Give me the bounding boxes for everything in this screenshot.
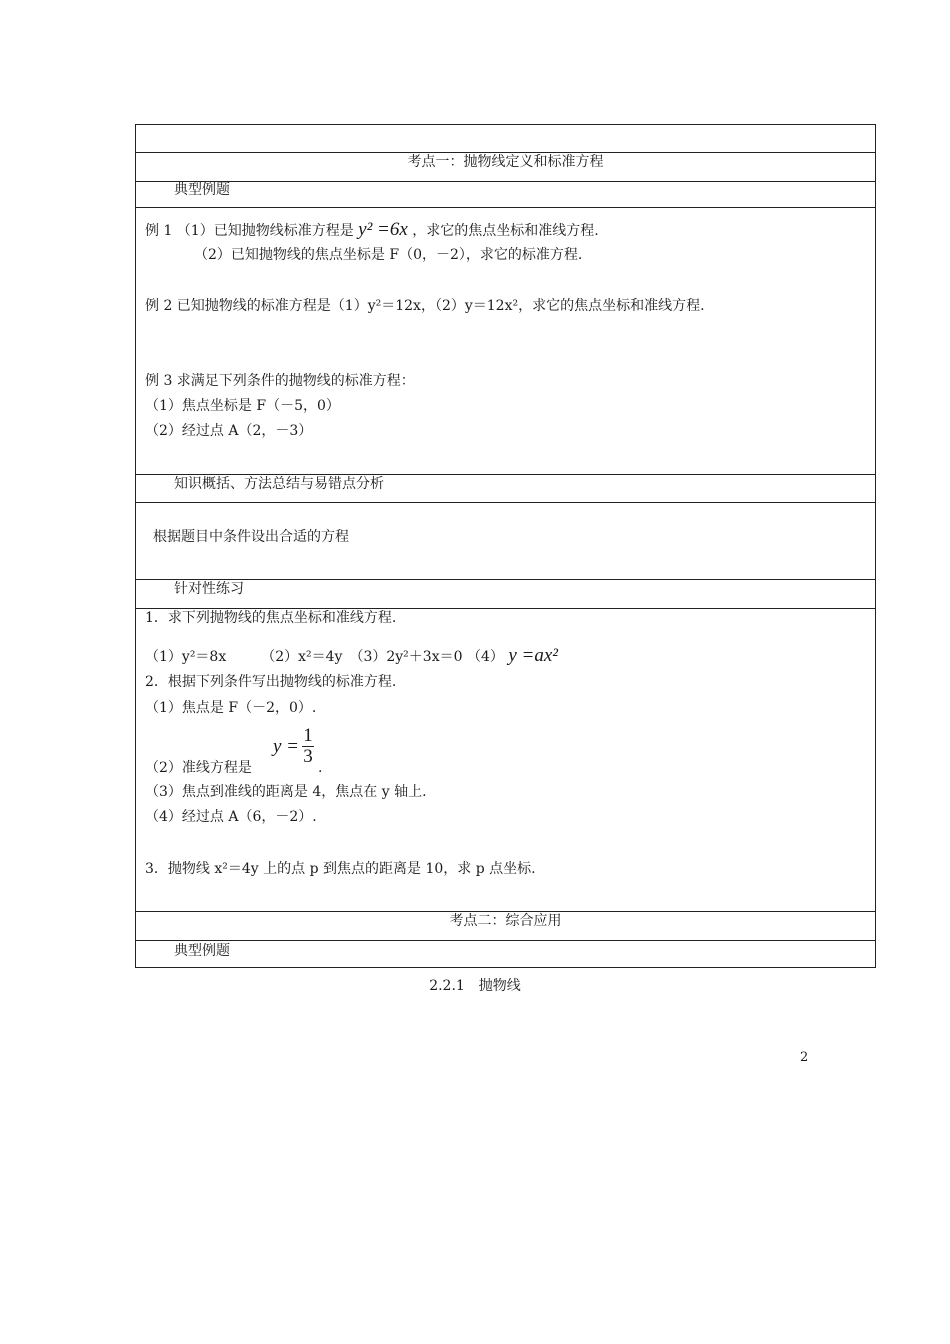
table-rule bbox=[136, 181, 875, 182]
section2-title: 考点二：综合应用 bbox=[449, 913, 562, 929]
example2-line: 例 2 已知抛物线的标准方程是（1）y²＝12x，（2）y＝12x²，求它的焦点坐标和准线方程. bbox=[145, 298, 705, 314]
practice-q2-item2-lhs: y = bbox=[273, 736, 300, 757]
example1-suffix: ，求它的焦点坐标和准线方程. bbox=[412, 223, 599, 239]
practice-header: 针对性练习 bbox=[174, 581, 244, 597]
table-rule bbox=[136, 502, 875, 503]
fraction-denominator: 3 bbox=[303, 746, 313, 767]
example1-line1 bbox=[145, 221, 599, 240]
practice-q1: 1．求下列抛物线的焦点坐标和准线方程. bbox=[145, 610, 397, 626]
table-rule bbox=[136, 207, 875, 208]
example3-item2: （2）经过点 A（2，－3） bbox=[145, 423, 313, 439]
section1-examples-label: 典型例题 bbox=[174, 182, 230, 198]
practice-q3: 3．抛物线 x²＝4y 上的点 p 到焦点的距离是 10，求 p 点坐标. bbox=[145, 861, 536, 877]
section2-examples-label: 典型例题 bbox=[174, 943, 230, 959]
fraction-numerator: 1 bbox=[303, 725, 313, 746]
practice-q2-item3: （3）焦点到准线的距离是 4，焦点在 y 轴上. bbox=[145, 784, 427, 800]
lesson-table bbox=[135, 124, 876, 968]
practice-q2-item2-fraction bbox=[302, 726, 314, 767]
summary-header: 知识概括、方法总结与易错点分析 bbox=[174, 476, 384, 492]
practice-q1-formula: y =ax² bbox=[508, 645, 558, 666]
practice-q1-items bbox=[145, 647, 558, 666]
practice-q2-item2: （2）准线方程是 bbox=[145, 760, 252, 776]
practice-q2-item2-end: . bbox=[318, 760, 323, 776]
table-rule bbox=[136, 940, 875, 941]
example1-line2: （2）已知抛物线的焦点坐标是 F（0，－2），求它的标准方程. bbox=[194, 247, 583, 263]
example3-title: 例 3 求满足下列条件的抛物线的标准方程： bbox=[145, 373, 415, 389]
example3-item1: （1）焦点坐标是 F（－5，0） bbox=[145, 398, 340, 414]
example1-prefix: 例 1 （1）已知抛物线标准方程是 bbox=[145, 223, 354, 239]
practice-q2: 2．根据下列条件写出抛物线的标准方程. bbox=[145, 674, 397, 690]
practice-q2-item4: （4）经过点 A（6，－2）. bbox=[145, 809, 317, 825]
section1-title: 考点一：抛物线定义和标准方程 bbox=[407, 154, 604, 170]
table-rule bbox=[136, 579, 875, 580]
table-caption: 2.2.1 抛物线 bbox=[429, 978, 521, 994]
summary-content: 根据题目中条件设出合适的方程 bbox=[153, 529, 349, 545]
practice-q1-items-text: （1）y²＝8x （2）x²＝4y （3）2y²＋3x＝0 （4） bbox=[145, 649, 504, 665]
example1-formula: y² =6x bbox=[358, 219, 408, 240]
practice-q2-item1: （1）焦点是 F（－2，0）. bbox=[145, 700, 317, 716]
page-number: 2 bbox=[800, 1050, 809, 1065]
